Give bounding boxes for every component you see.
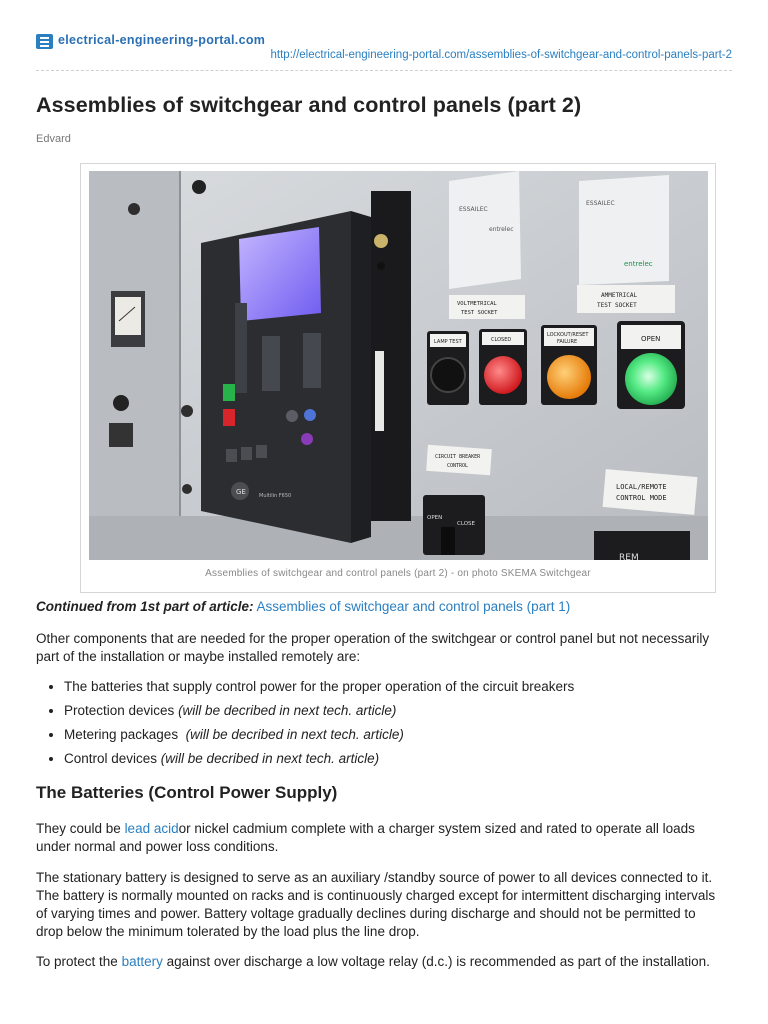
relay-model-label: Multilin F650 [259, 493, 292, 499]
relay-ge-logo: GE [236, 488, 246, 496]
list-item-text: Metering packages [64, 727, 186, 742]
paragraph-lead-acid [36, 820, 726, 856]
site-logo-icon [36, 34, 53, 49]
rem-label: REM [619, 553, 639, 560]
volt-socket-label-2: TEST SOCKET [461, 310, 498, 316]
socket-brand-4: entrelec [624, 260, 653, 268]
local-remote-label-2: CONTROL MODE [616, 494, 667, 502]
lamp-test-label: LAMP TEST [434, 339, 462, 345]
socket-brand-1: ESSAILEC [459, 206, 488, 213]
site-name[interactable]: electrical-engineering-portal.com [58, 33, 266, 47]
socket-brand-2: entrelec [489, 226, 514, 233]
intro-paragraph: Other components that are needed for the proper operation of the switchgear or control panel but not necessarily part of the installation or maybe installed remotely are: [36, 631, 710, 664]
header-divider [36, 70, 732, 71]
cb-control-label-1: CIRCUIT BREAKER [435, 454, 481, 460]
part1-link[interactable]: Assemblies of switchgear and control panels (part 1) [256, 599, 571, 614]
battery-link[interactable]: battery [121, 954, 163, 969]
list-item-note: (will be decribed in next tech. article) [185, 727, 404, 742]
switchgear-photo-illustration [89, 171, 708, 560]
switchgear-photo [89, 171, 708, 560]
list-item-text: Protection devices [64, 703, 179, 718]
selector-open-label: OPEN [427, 515, 443, 521]
section-heading: The Batteries (Control Power Supply) [36, 783, 338, 802]
list-item-text: Control devices [64, 751, 161, 766]
local-remote-label-1: LOCAL/REMOTE [616, 483, 667, 491]
p3-text-after: against over discharge a low voltage relay (d.c.) is recommended as part of the installation. [162, 954, 710, 969]
selector-close-label: CLOSE [457, 521, 476, 527]
open-lamp-label: OPEN [641, 335, 661, 343]
article-figure [80, 163, 716, 593]
figure-caption: Assemblies of switchgear and control panels (part 2) - on photo SKEMA Switchgear [205, 568, 591, 579]
lead-acid-link[interactable]: lead acid [124, 821, 179, 836]
cb-control-label-2: CONTROL [447, 463, 469, 469]
continued-line [36, 598, 570, 616]
list-item [64, 726, 574, 750]
amm-socket-label-1: AMMETRICAL [601, 292, 638, 299]
author-name: Edvard [36, 133, 71, 145]
p1-text-before: They could be [36, 821, 125, 836]
closed-label: CLOSED [491, 337, 512, 343]
components-list [36, 678, 574, 774]
list-item-note: (will be decribed in next tech. article) [160, 751, 380, 766]
lockout-label-1: LOCKOUT/RESET [547, 332, 589, 338]
article-title: Assemblies of switchgear and control panels (part 2) [36, 93, 582, 117]
site-header [36, 33, 732, 73]
p3-text-before: To protect the [36, 954, 122, 969]
list-item-note: (will be decribed in next tech. article) [178, 703, 397, 718]
source-url-link[interactable]: http://electrical-engineering-portal.com/assemblies-of-switchgear-and-control-panels-part-2 [270, 49, 732, 61]
list-item [64, 750, 574, 774]
amm-socket-label-2: TEST SOCKET [597, 302, 637, 309]
list-item [64, 678, 574, 702]
socket-brand-3: ESSAILEC [586, 200, 615, 207]
volt-socket-label-1: VOLTMETRICAL [457, 301, 497, 307]
paragraph-stationary-battery: The stationary battery is designed to serve as an auxiliary /standby source of power to all devices connected to it. The battery is normally mounted on racks and is continuously charged except for intermittent discharging intervals of varying times and power. Battery voltage gradually declines during discharge and should not be permitted to drop below the minimum tolerated by the load plus the line drop. [36, 870, 716, 939]
p1-text-after: or nickel cadmium complete with a charger system sized and rated to operate all loads under normal and power loss conditions. [36, 821, 695, 854]
lockout-label-2: FAILURE [557, 339, 578, 345]
list-item-text: The batteries that supply control power for the proper operation of the circuit breakers [64, 679, 575, 694]
list-item [64, 702, 574, 726]
paragraph-protect-battery [36, 953, 726, 971]
continued-label: Continued from 1st part of article: [36, 599, 254, 614]
